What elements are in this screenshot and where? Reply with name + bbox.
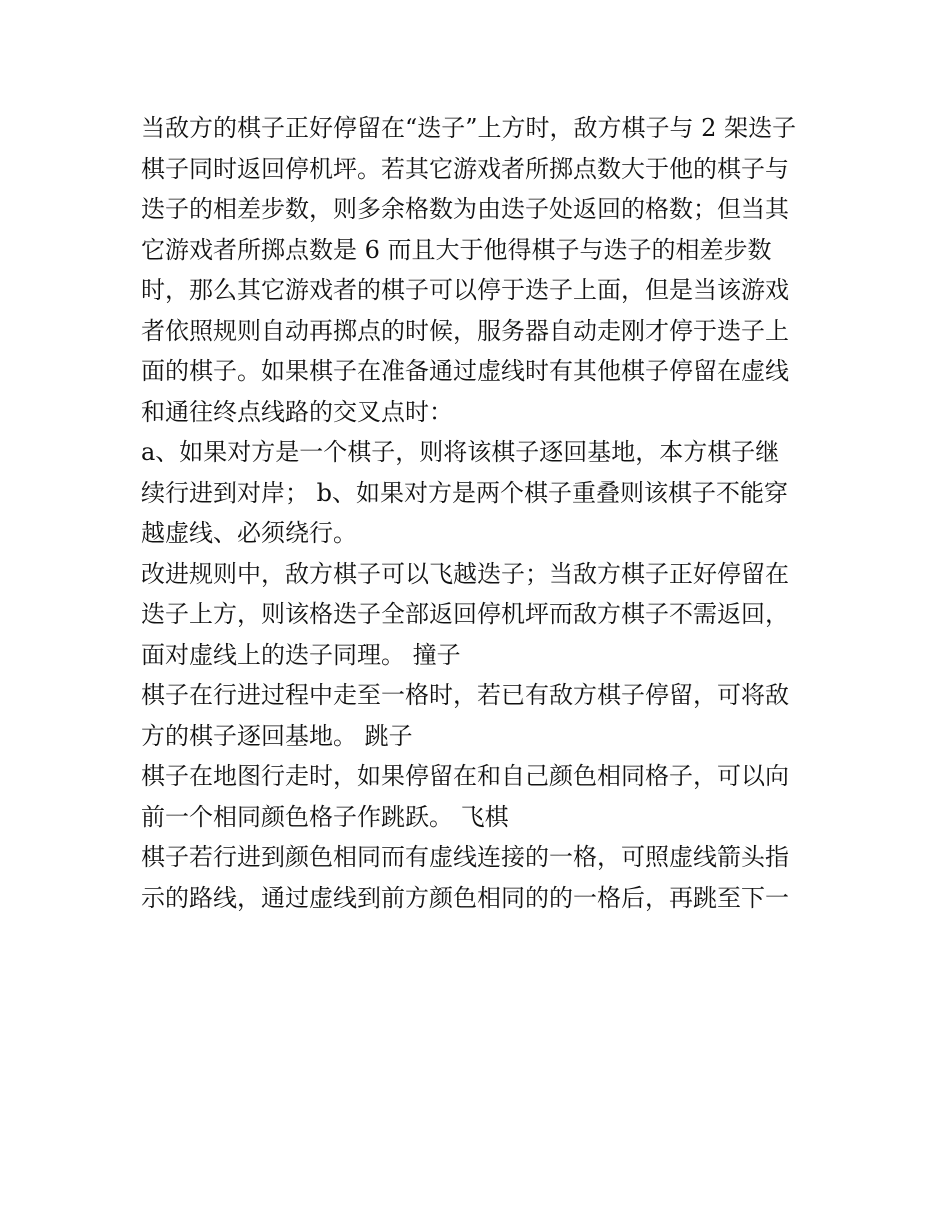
text-line: a、如果对方是一个棋子，则将该棋子逐回基地，本方棋子继: [141, 438, 780, 466]
text-line: 越虚线、必须绕行。: [141, 519, 357, 547]
text-line: 续行进到对岸； b、如果对方是两个棋子重叠则该棋子不能穿: [141, 478, 788, 507]
text-line: 棋子在行进过程中走至一格时，若已有敌方棋子停留，可将敌: [141, 681, 789, 709]
paragraph-1: [141, 108, 821, 432]
paragraph-6: [141, 837, 821, 918]
text-line: 前一个相同颜色格子作跳跃。 飞棋: [141, 802, 509, 831]
text-line: 和通往终点线路的交叉点时：: [141, 397, 453, 426]
paragraph-3: [141, 554, 821, 676]
text-line: 棋子同时返回停机坪。若其它游戏者所掷点数大于他的棋子与: [141, 154, 789, 183]
text-line: 面对虚线上的迭子同理。 撞子: [141, 640, 461, 669]
paragraph-5: [141, 756, 821, 837]
text-line: 示的路线，通过虚线到前方颜色相同的的一格后，再跳至下一: [141, 883, 789, 912]
text-line: 棋子在地图行走时，如果停留在和自己颜色相同格子，可以向: [141, 762, 789, 790]
text-line: 迭子的相差步数，则多余格数为由迭子处返回的格数；但当其: [141, 195, 789, 223]
text-line: 棋子若行进到颜色相同而有虚线连接的一格，可照虚线箭头指: [141, 843, 789, 871]
text-line: 改进规则中，敌方棋子可以飞越迭子；当敌方棋子正好停留在: [141, 559, 789, 588]
text-line: 面的棋子。如果棋子在准备通过虚线时有其他棋子停留在虚线: [141, 357, 789, 385]
paragraph-2: [141, 432, 821, 554]
paragraph-4: [141, 675, 821, 756]
text-line: 方的棋子逐回基地。 跳子: [141, 721, 413, 750]
text-line: 时，那么其它游戏者的棋子可以停于迭子上面，但是当该游戏: [141, 276, 789, 304]
document-body: [141, 108, 821, 918]
text-line: 它游戏者所掷点数是 6 而且大于他得棋子与迭子的相差步数: [141, 235, 772, 264]
text-line: 者依照规则自动再掷点的时候，服务器自动走刚才停于迭子上: [141, 316, 789, 345]
text-line: 迭子上方，则该格迭子全部返回停机坪而敌方棋子不需返回，: [141, 600, 789, 628]
text-line: 当敌方的棋子正好停留在“迭子”上方时，敌方棋子与 2 架迭子: [141, 114, 797, 142]
